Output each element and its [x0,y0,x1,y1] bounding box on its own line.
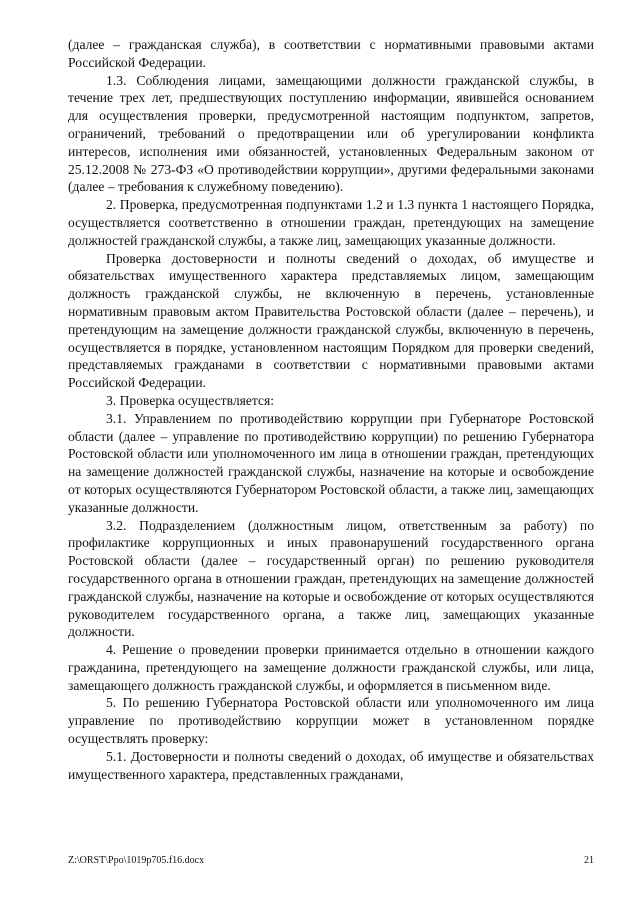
paragraph-2: 2. Проверка, предусмотренная подпунктами 1.2 и 1.3 пункта 1 настоящего Порядка, осуществляется соответственно в отношении граждан, претендующих на замещение должностей гражданской службы, а также лиц, замещающих указанные должности. [68,197,594,248]
paragraph-3-2: 3.2. Подразделением (должностным лицом, ответственным за работу) по профилактике коррупционных и иных правонарушений государственного органа Ростовской области (далее – государственный орган) по решению руководителя государственного органа в отношении граждан, претендующих на замещение должностей гражданской службы, назначение на которые и освобождение от которых осуществляются руководителем государственного органа, а также лиц, замещающих указанные должности. [68,517,594,640]
paragraph-continuation: (далее – гражданская служба), в соответствии с нормативными правовыми актами Российской Федерации. [68,37,594,70]
paragraph-3: 3. Проверка осуществляется: [106,392,275,408]
paragraph-5: 5. По решению Губернатора Ростовской области или уполномоченного им лица управление по противодействию коррупции может в установленном порядке осуществлять проверку: [68,695,594,747]
paragraph-3-1: 3.1. Управлением по противодействию коррупции при Губернаторе Ростовской области (далее – управление по противодействию коррупции) по решению Губернатора Ростовской области или уполномоченного им лица в отношении граждан, претендующих на замещение должностей гражданской службы, назначение на которые и освобождение от которых осуществляются Губернатором Ростовской области, а также лиц, замещающих указанные должности. [68,410,594,515]
paragraph-4: 4. Решение о проведении проверки принимается отдельно в отношении каждого гражданина, претендующего на замещение должности гражданской службы, или лица, замещающего должность гражданской службы, и оформляется в письменном виде. [68,642,594,693]
document-body [68,36,594,783]
paragraph-5-1: 5.1. Достоверности и полноты сведений о доходах, об имуществе и обязательствах имущественного характера, представленных гражданами, [68,748,594,782]
page-number: 21 [584,855,594,866]
paragraph-1-3: 1.3. Соблюдения лицами, замещающими должности гражданской службы, в течение трех лет, предшествующих поступлению информации, явившейся основанием для осуществления проверки, предусмотренной настоящим подпунктом, запретов, ограничений, требований о предотвращении или об урегулировании конфликта интересов, исполнения ими обязанностей, установленных Федеральным законом от 25.12.2008 № 273-ФЗ «О противодействии коррупции», другими федеральными законами (далее – требования к служебному поведению). [68,72,594,195]
page-footer [68,855,594,867]
footer-file-path: Z:\ORST\Ppo\1019p705.f16.docx [68,855,205,866]
paragraph-verification-scope: Проверка достоверности и полноты сведений о доходах, об имуществе и обязательствах имущественного характера представляемых лицом, замещающим должность гражданской службы, не включенную в перечень, установленные нормативным правовым актом Правительства Ростовской области (далее – перечень), и претендующим на замещение должности гражданской службы, включенную в перечень, осуществляется в порядке, установленном настоящим Порядком для проверки сведений, представляемых гражданами в соответствии с нормативными правовыми актами Российской Федерации. [68,250,594,391]
